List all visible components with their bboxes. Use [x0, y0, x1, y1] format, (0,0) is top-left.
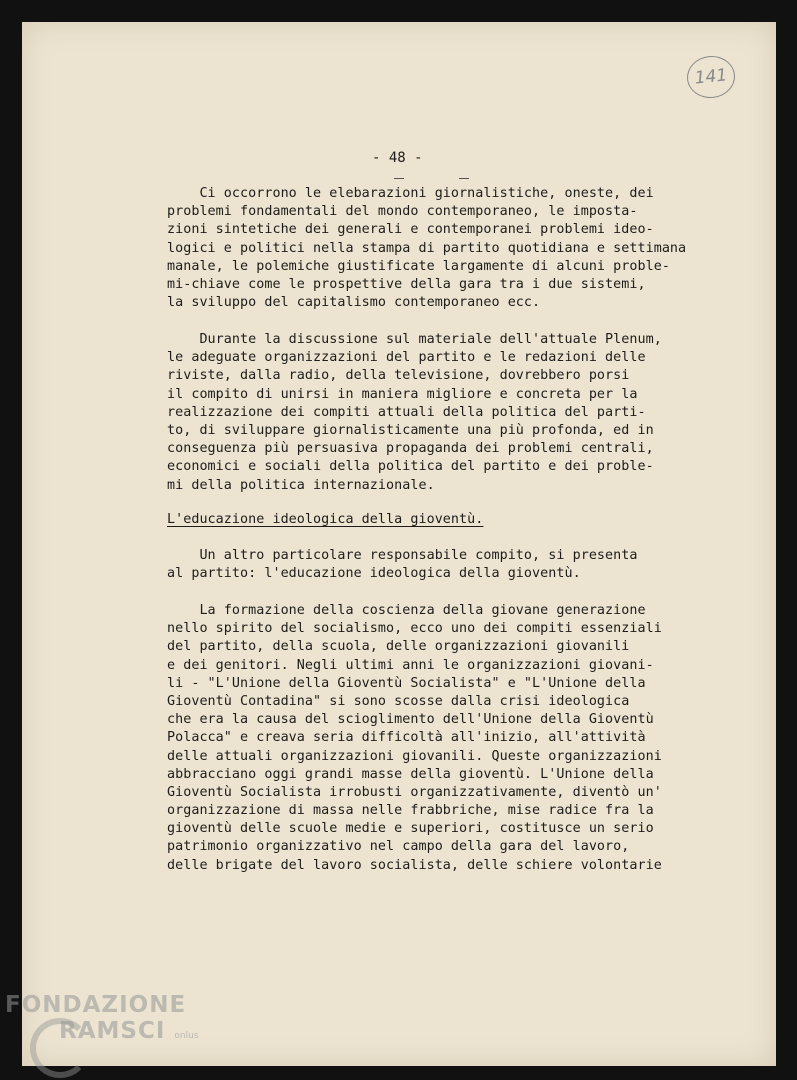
text-line: to, di sviluppare giornalisticamente una più profonda, ed in	[167, 422, 654, 438]
watermark-line2: RAMSCI	[59, 1018, 166, 1044]
text-line: conseguenza più persuasiva propaganda dei problemi centrali,	[167, 441, 654, 457]
text-line: al partito: l'educazione ideologica della gioventù.	[167, 566, 581, 582]
text-line: che era la causa del scioglimento dell'Unione della Gioventù	[167, 712, 654, 728]
watermark-onlus: onlus	[174, 1031, 199, 1041]
text-line: Un altro particolare responsabile compito, si presenta	[167, 548, 638, 563]
text-line: manale, le polemiche giustificate largamente di alcuni proble-	[167, 258, 670, 274]
text-line: mi-chiave come le prospettive della gara tra i due sistemi,	[167, 276, 646, 292]
watermark	[5, 992, 199, 1049]
text-line: la sviluppo del capitalismo contemporaneo ecc.	[167, 295, 541, 311]
text-line: Ci occorrono le elebarazioni giornalistiche, oneste, dei	[167, 186, 654, 201]
text-line: Polacca" e creava seria difficoltà all'inizio, all'attività	[167, 730, 646, 746]
text-line: problemi fondamentali del mondo contemporaneo, le imposta-	[167, 204, 638, 220]
text-line: patrimonio organizzativo nel campo della gara del lavoro,	[167, 839, 630, 855]
text-line: economici e sociali della politica del partito e dei proble-	[167, 459, 654, 475]
text-line: e dei genitori. Negli ultimi anni le organizzazioni giovani-	[167, 657, 654, 673]
paragraph-youth-formation	[167, 602, 662, 875]
text-line: zioni sintetiche dei generali e contemporanei problemi ideo-	[167, 222, 654, 238]
text-line: delle attuali organizzazioni giovanili. Queste organizzazioni	[167, 748, 662, 764]
text-line: L'educazione ideologica della gioventù.	[167, 512, 484, 527]
dash-mark	[394, 178, 404, 179]
text-line: La formazione della coscienza della giovane generazione	[167, 603, 646, 618]
text-line: le adeguate organizzazioni del partito e le redazioni delle	[167, 350, 646, 366]
text-line: il compito di unirsi in maniera migliore e concreta per la	[167, 386, 638, 402]
text-line: organizzazione di massa nelle frabbriche, mise radice fra la	[167, 803, 654, 819]
text-line: abbracciano oggi grandi masse della gioventù. L'Unione della	[167, 766, 654, 782]
text-line: riviste, dalla radio, della televisione, dovrebbero porsi	[167, 368, 630, 384]
text-line: realizzazione dei compiti attuali della politica del parti-	[167, 404, 646, 420]
text-line: Gioventù Contadina" si sono scosse dalla crisi ideologica	[167, 693, 630, 709]
text-line: Durante la discussione sul materiale dell'attuale Plenum,	[167, 332, 662, 347]
text-line: gioventù delle scuole medie e superiori, costitusce un serio	[167, 821, 654, 837]
text-line: li - "L'Unione della Gioventù Socialista" e "L'Unione della	[167, 675, 646, 691]
paragraph-intro	[167, 185, 686, 312]
text-line: nello spirito del socialismo, ecco uno dei compiti essenziali	[167, 621, 662, 637]
text-line: logici e politici nella stampa di partito quotidiana e settimana	[167, 240, 687, 256]
text-line: del partito, della scuola, delle organizzazioni giovanili	[167, 639, 630, 655]
dash-mark	[459, 178, 469, 179]
paragraph-plenum	[167, 331, 662, 495]
archive-number-stamp: 141	[685, 54, 737, 101]
watermark-line1: FONDAZIONE	[5, 992, 187, 1018]
text-line: Gioventù Socialista irrobusti organizzativamente, diventò un'	[167, 784, 662, 800]
document-page	[22, 22, 776, 1066]
text-line: mi della politica internazionale.	[167, 477, 435, 493]
page-number: - 48 -	[372, 150, 423, 166]
paragraph-youth-task	[167, 547, 638, 583]
text-line: delle brigate del lavoro socialista, delle schiere volontarie	[167, 857, 662, 873]
section-heading	[167, 511, 483, 529]
